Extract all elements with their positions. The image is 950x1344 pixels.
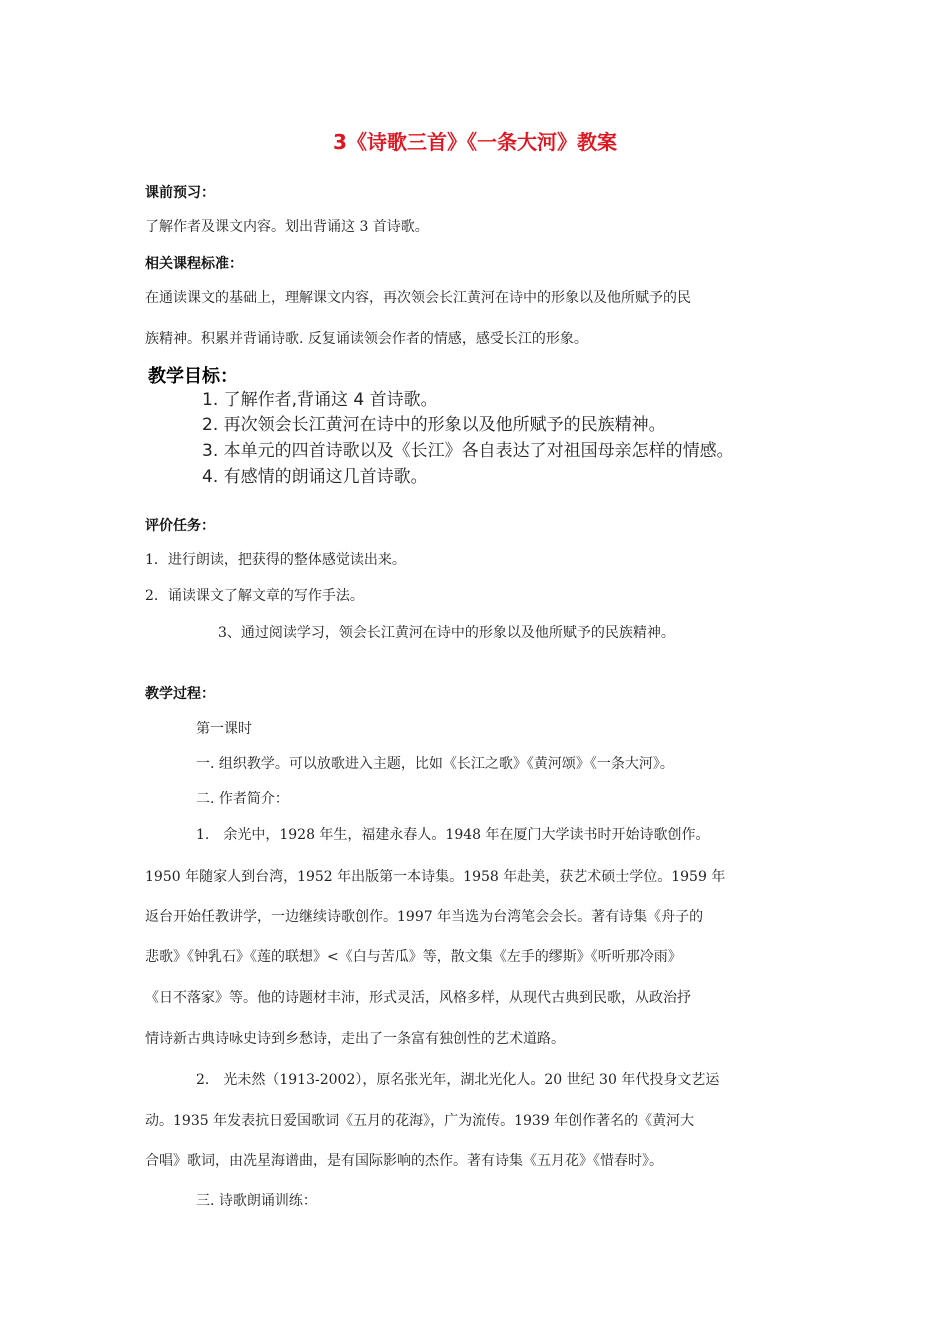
author-1-line: 情诗新古典诗咏史诗到乡愁诗，走出了一条富有独创性的艺术道路。 <box>145 1031 565 1047</box>
standard-line-1: 在通读课文的基础上，理解课文内容，再次领会长江黄河在诗中的形象以及他所赋予的民 <box>145 290 691 306</box>
goal-item: 3. 本单元的四首诗歌以及《长江》各自表达了对祖国母亲怎样的情感。 <box>202 441 734 461</box>
author-1-line: 1950 年随家人到台湾，1952 年出版第一本诗集。1958 年赴美，获艺术硕士学位。1959 年 <box>145 869 726 885</box>
author-2-line: 合唱》歌词，由冼星海谱曲，是有国际影响的杰作。著有诗集《五月花》《惜春时》。 <box>145 1153 663 1169</box>
preview-text: 了解作者及课文内容。划出背诵这 3 首诗歌。 <box>145 219 429 235</box>
evaluation-item: 1．进行朗读，把获得的整体感觉读出来。 <box>145 552 406 568</box>
process-step-3: 三. 诗歌朗诵训练： <box>196 1193 317 1209</box>
evaluation-heading: 评价任务： <box>145 518 215 534</box>
standard-heading: 相关课程标准： <box>145 256 243 272</box>
author-2-line: 动。1935 年发表抗日爱国歌词《五月的花海》，广为流传。1939 年创作著名的《黄河大 <box>145 1113 695 1129</box>
goals-heading: 教学目标： <box>148 366 238 387</box>
standard-line-2: 族精神。积累并背诵诗歌. 反复诵读领会作者的情感，感受长江的形象。 <box>145 331 588 347</box>
evaluation-item: 3、通过阅读学习，领会长江黄河在诗中的形象以及他所赋予的民族精神。 <box>218 625 675 641</box>
process-step-1: 一. 组织教学。可以放歌进入主题，比如《长江之歌》《黄河颂》《一条大河》。 <box>196 756 674 772</box>
process-step-2: 二. 作者简介： <box>196 791 289 807</box>
preview-heading: 课前预习： <box>145 185 215 201</box>
process-heading: 教学过程： <box>145 686 215 702</box>
lesson-label: 第一课时 <box>196 721 252 737</box>
goal-item: 1. 了解作者,背诵这 4 首诗歌。 <box>202 390 438 410</box>
author-1-line: 《日不落家》等。他的诗题材丰沛，形式灵活，风格多样，从现代古典到民歌，从政治抒 <box>145 990 691 1006</box>
author-2-line: 2. 光未然（1913-2002），原名张光年，湖北光化人。20 世纪 30 年代投身文艺运 <box>196 1072 720 1088</box>
author-1-line: 悲歌》《钟乳石》《莲的联想》<《白与苦瓜》等，散文集《左手的缪斯》《听听那冷雨》 <box>145 949 682 965</box>
author-1-line: 1. 余光中，1928 年生，福建永春人。1948 年在厦门大学读书时开始诗歌创作。 <box>196 827 710 843</box>
document-title: 3《诗歌三首》《一条大河》教案 <box>333 130 617 154</box>
goal-item: 2. 再次领会长江黄河在诗中的形象以及他所赋予的民族精神。 <box>202 415 666 435</box>
evaluation-item: 2．诵读课文了解文章的写作手法。 <box>145 588 364 604</box>
author-1-line: 返台开始任教讲学，一边继续诗歌创作。1997 年当选为台湾笔会会长。著有诗集《舟子的 <box>145 909 704 925</box>
goal-item: 4. 有感情的朗诵这几首诗歌。 <box>202 467 428 487</box>
